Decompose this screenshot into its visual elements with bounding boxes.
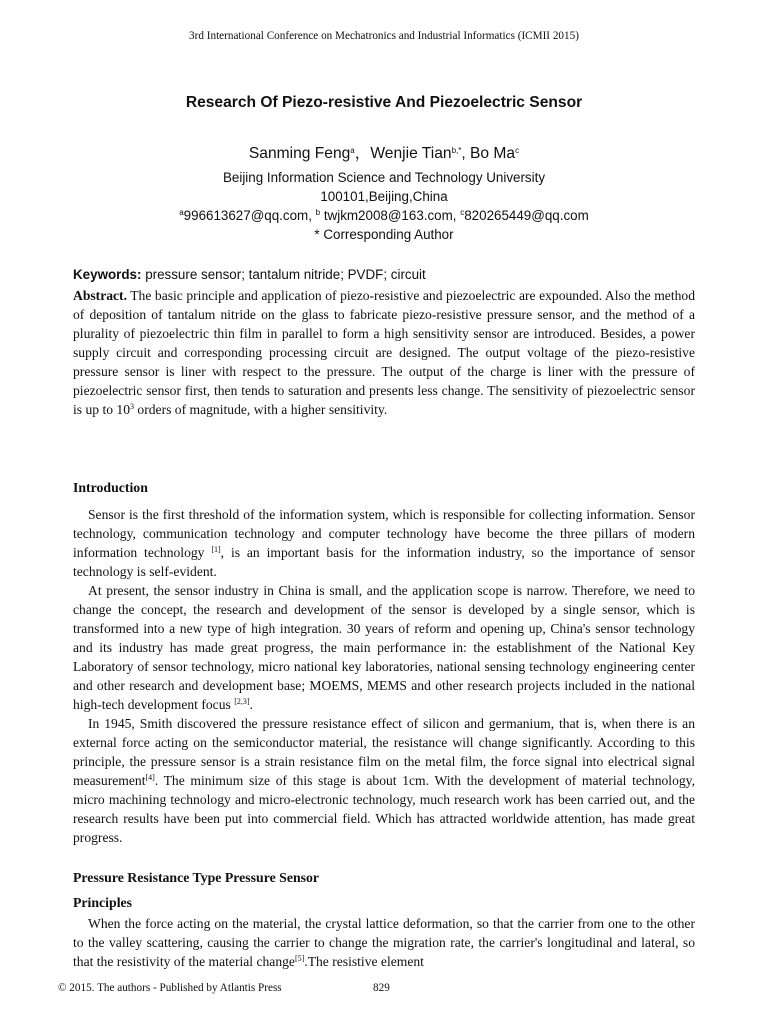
email-mark: a: [179, 208, 184, 217]
principles-body: [73, 914, 695, 971]
paragraph: [73, 914, 695, 971]
section-heading: Pressure Resistance Type Pressure Sensor: [73, 870, 320, 885]
author-separator: ，: [354, 145, 371, 162]
author-name: Sanming Feng: [248, 145, 351, 162]
abstract-text: The basic principle and application of piezo-resistive and piezoelectric are expounded. Also the method of deposition of tantalum nitride on the glass to fabricate piezo-resistive pressure sensor, and the method of a plurality of piezoelectric thin film in parallel to form a high sensitivity sensor are introduced. Besides, a power supply circuit and corresponding processing circuit are designed. The output voltage of the piezo-resistive pressure sensor is liner with respect to the pressure. The output of the charge is liner with the pressure of piezoelectric sensor first, then tends to saturation and presents less change. The sensitivity of piezoelectric sensor is up to 10: [73, 288, 695, 417]
citation: [1]: [211, 545, 221, 554]
paragraph-text: .: [249, 697, 253, 712]
citation: [5]: [294, 954, 305, 963]
abstract-exponent: 3: [130, 402, 135, 411]
paper-title: Research Of Piezo-resistive And Piezoelectric Sensor: [185, 94, 583, 111]
introduction-body: [73, 505, 695, 847]
conference-header: 3rd International Conference on Mechatronics and Industrial Informatics (ICMII 2015): [189, 30, 579, 42]
paragraph-text: When the force acting on the material, the crystal lattice deformation, so that the carrier from one to the other to the valley scattering, causing the carrier to change the migration rate, the carrier's longitudinal and lateral, so that the resistivity of the material change: [73, 916, 695, 969]
affiliation: Beijing Information Science and Technology University: [222, 170, 546, 185]
paragraph: [73, 505, 695, 581]
paragraph-text: .The resistive element: [304, 954, 424, 969]
email: twjkm2008@163.com,: [320, 208, 461, 223]
paragraph-text: Sensor is the first threshold of the information system, which is responsible for collecting information. Sensor technology, communication technology and computer technology have become the three pillars of modern information technology: [73, 507, 695, 560]
subsection-heading: Principles: [73, 895, 133, 910]
author-affil-mark: b,*: [451, 146, 462, 155]
paragraph-text: , is an important basis for the information industry, so the importance of sensor technology is self-evident.: [73, 545, 695, 579]
keywords-line: [73, 267, 426, 282]
email-line: [0, 208, 768, 223]
paragraph: [73, 581, 695, 714]
page-number: 829: [373, 982, 390, 994]
keywords-text: pressure sensor; tantalum nitride; PVDF; circuit: [141, 267, 426, 282]
paragraph-text: At present, the sensor industry in China is small, and the application scope is narrow. Therefore, we need to change the concept, the research and development of the sensor is developed by a single sensor, which is transformed into a new type of high integration. 30 years of reform and opening up, China's sensor technology and its industry has made great progress, the main performance in: the establishment of the National Key Laboratory of sensor technology, micro national key laboratories, national sensing technology engineering center and other research and development base; MOEMS, MEMS and other research projects included in the national high-tech development focus: [73, 583, 695, 712]
citation: [4]: [145, 773, 155, 782]
paragraph-text: . The minimum size of this stage is about 1cm. With the development of material technology, micro machining technology and micro-electronic technology, much research work has been carried out, and the research results have been put into commercial field. Which has attracted worldwide attention, has made great progress.: [73, 773, 695, 845]
abstract-text-end: orders of magnitude, with a higher sensitivity.: [134, 402, 388, 417]
paragraph-text: In 1945, Smith discovered the pressure resistance effect of silicon and germanium, that is, when there is an external force acting on the semiconductor material, the resistance will change significantly. According to this principle, the pressure sensor is a strain resistance film on the metal film, the force signal into electrical signal measurement: [73, 716, 695, 788]
author-affil-mark: a: [350, 146, 355, 155]
author-name: Bo Ma: [470, 145, 516, 162]
copyright-footer: © 2015. The authors - Published by Atlantis Press: [58, 982, 282, 994]
abstract-label: Abstract.: [73, 288, 127, 303]
abstract: [73, 286, 695, 419]
citation: [2,3]: [234, 697, 250, 706]
keywords-label: Keywords:: [73, 267, 142, 282]
email-mark: c: [460, 208, 465, 217]
address: 100101,Beijing,China: [320, 189, 448, 204]
corresponding-author-note: * Corresponding Author: [314, 227, 454, 242]
paragraph: [73, 714, 695, 847]
email: 996613627@qq.com,: [183, 208, 316, 223]
email: 820265449@qq.com: [464, 208, 589, 223]
author-name: Wenjie Tian: [370, 145, 452, 162]
author-affil-mark: c: [515, 146, 520, 155]
author-separator: ,: [461, 145, 471, 162]
introduction-heading: Introduction: [73, 480, 148, 495]
email-mark: b: [315, 208, 321, 217]
author-line: [0, 141, 768, 163]
